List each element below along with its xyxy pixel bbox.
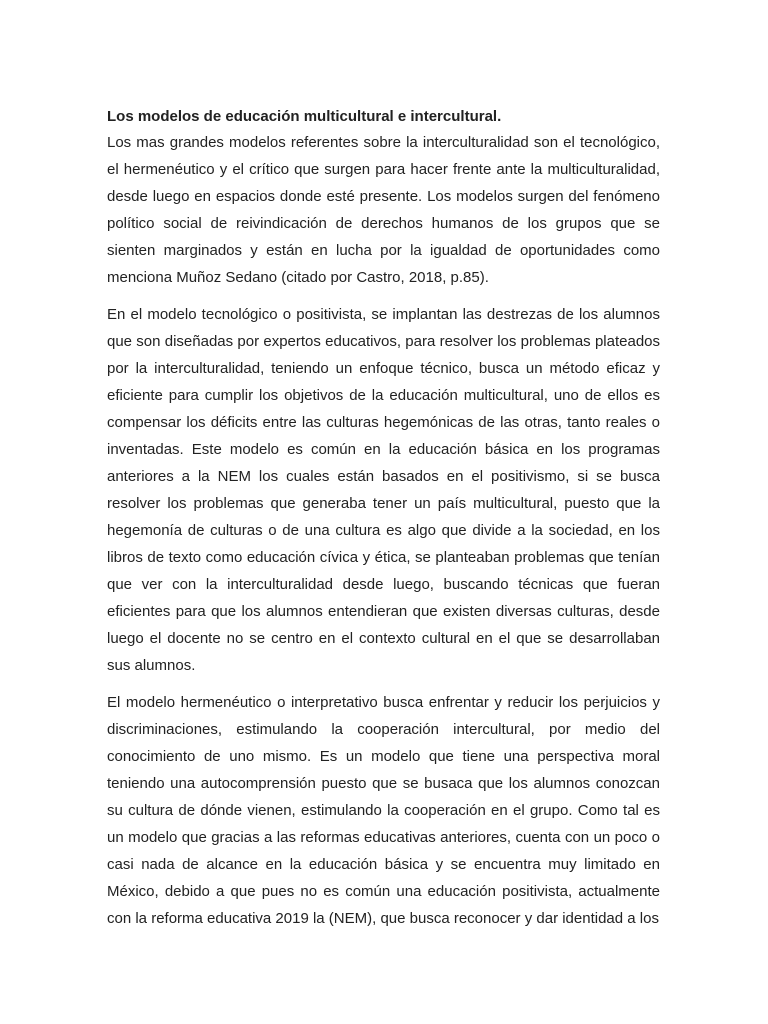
document-title: Los modelos de educación multicultural e intercultural. <box>107 108 502 125</box>
paragraph-hermeneutic-model: El modelo hermenéutico o interpretativo busca enfrentar y reducir los perjuicios y discriminaciones, estimulando la cooperación intercultural, por medio del conocimiento de uno mismo. Es un modelo que tiene una perspectiva moral teniendo una autocomprensión puesto que se busaca que los alumnos conozcan su cultura de dónde vienen, estimulando la cooperación en el grupo. Como tal es un modelo que gracias a las reformas educativas anteriores, cuenta con un poco o casi nada de alcance en la educación básica y se encuentra muy limitado en México, debido a que pues no es común una educación positivista, actualmente con la reforma educativa 2019 la (NEM), que busca reconocer y dar identidad a los <box>107 694 660 927</box>
paragraph-intro: Los mas grandes modelos referentes sobre la interculturalidad son el tecnológico, el hermenéutico y el crítico que surgen para hacer frente ante la multiculturalidad, desde luego en espacios donde esté presente. Los modelos surgen del fenómeno político social de reivindicación de derechos humanos de los grupos que se sienten marginados y están en lucha por la igualdad de oportunidades como menciona Muñoz Sedano (citado por Castro, 2018, p.85). <box>107 134 660 286</box>
document-page <box>107 104 660 942</box>
paragraph-technological-model: En el modelo tecnológico o positivista, se implantan las destrezas de los alumnos que son diseñadas por expertos educativos, para resolver los problemas plateados por la interculturalidad, teniendo un enfoque técnico, busca un método eficaz y eficiente para cumplir los objetivos de la educación multicultural, uno de ellos es compensar los déficits entre las culturas hegemónicas de las otras, tanto reales o inventadas. Este modelo es común en la educación básica en los programas anteriores a la NEM los cuales están basados en el positivismo, si se busca resolver los problemas que generaba tener un país multicultural, puesto que la hegemonía de culturas o de una cultura es algo que divide a la sociedad, en los libros de texto como educación cívica y ética, se planteaban problemas que tenían que ver con la interculturalidad desde luego, buscando técnicas que fueran eficientes para que los alumnos entendieran que existen diversas culturas, desde luego el docente no se centro en el contexto cultural en el que se desarrollaban sus alumnos. <box>107 306 660 674</box>
